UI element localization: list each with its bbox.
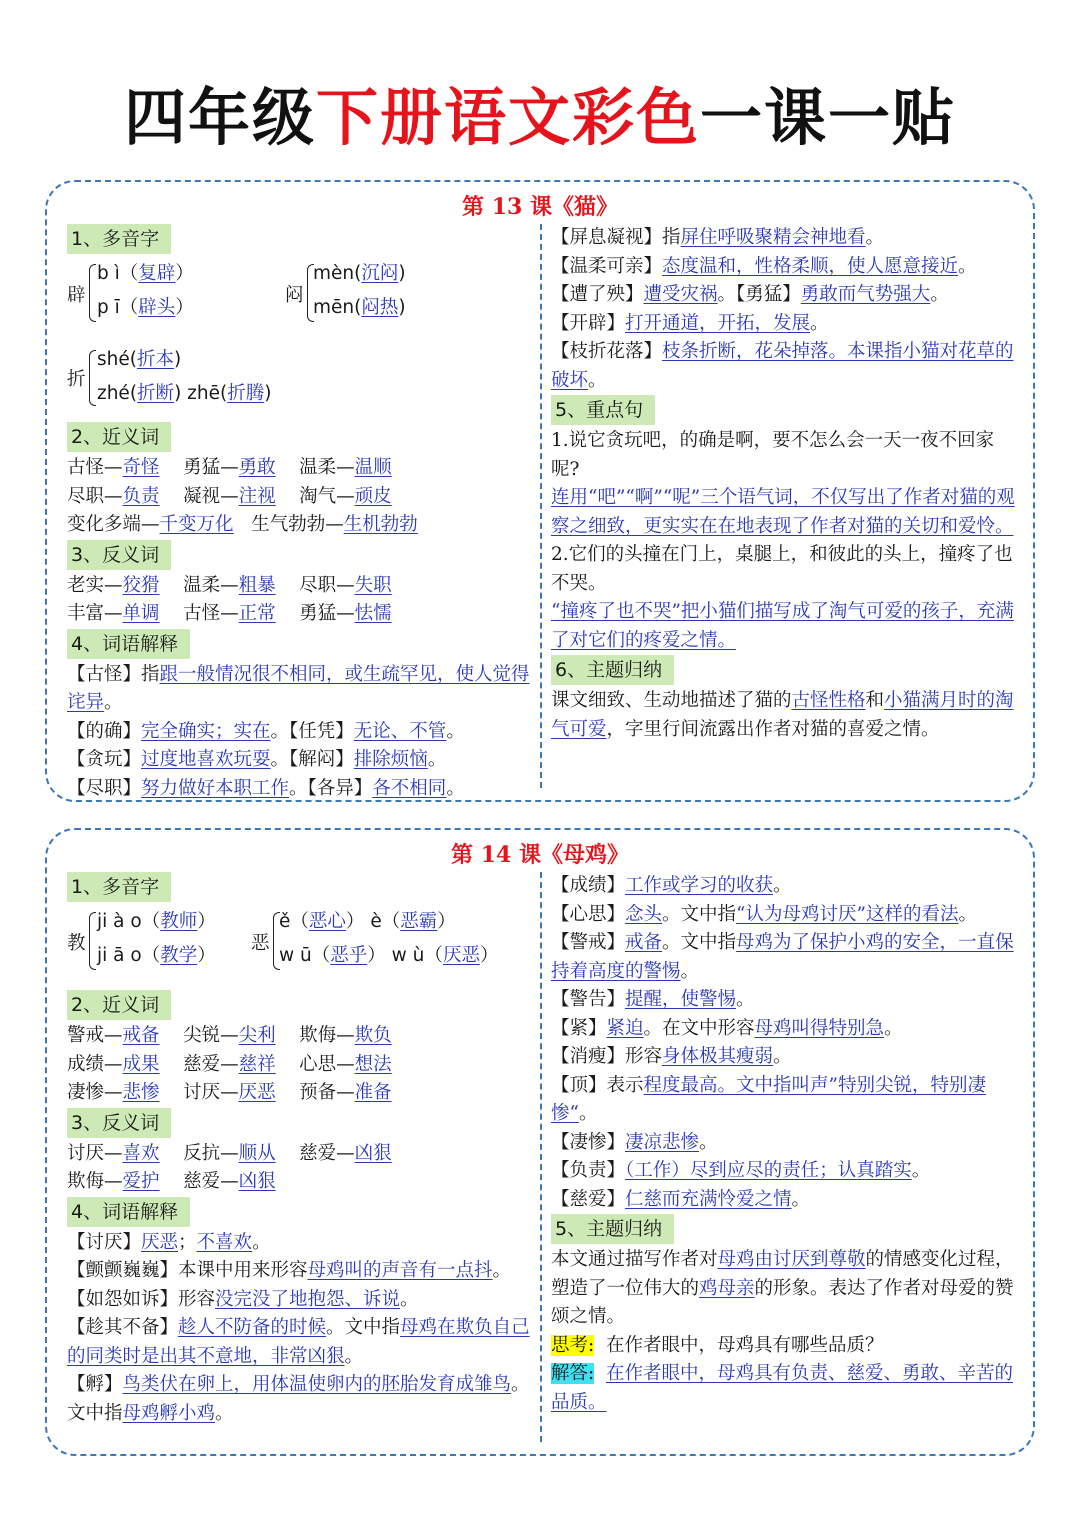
antonym-row: 讨厌—喜欢 反抗—顺从 慈爱—凶狠 (67, 1142, 392, 1164)
polyphone-char-men: 闷 (285, 285, 304, 306)
brace-icon (89, 350, 96, 406)
main-title (0, 78, 1080, 158)
polyphone-char-bi: 辟 (67, 285, 86, 306)
key-sentence-1: 1.说它贪玩吧，的确是啊，要不怎么会一天一夜不回家呢? (551, 430, 995, 480)
synonym-row: 尽职—负责 凝视—注视 淘气—顽皮 (67, 485, 392, 507)
section-theme: 5、主题归纳 (551, 1214, 674, 1244)
section-synonyms: 2、近义词 (67, 422, 171, 452)
explanation-entry: 【如怨如诉】形容没完没了地抱怨、诉说。 (67, 1288, 419, 1310)
explanation-entry: 【讨厌】厌恶；不喜欢。 (67, 1231, 271, 1253)
title-part-subject: 下册语文彩色 (315, 81, 700, 154)
brace-icon (89, 912, 96, 970)
think-label: 思考: (551, 1334, 595, 1356)
example-word: 辟头 (138, 297, 176, 318)
section-theme: 6、主题归纳 (551, 655, 674, 685)
explanation-entry: 【枝折花落】枝条折断，花朵掉落。本课指小猫对花草的破坏。 (551, 341, 1014, 391)
column-divider (540, 872, 542, 1442)
explanation-entry: 【成绩】工作或学习的收获。 (551, 875, 792, 896)
theme-summary: 本文通过描写作者对母鸡由讨厌到尊敬的情感变化过程，塑造了一位伟大的鸡母亲的形象。表达了作者对母爱的赞颂之情。 (551, 1249, 1014, 1327)
section-antonyms: 3、反义词 (67, 1108, 171, 1138)
title-part-style: 一课一贴 (700, 81, 957, 154)
lesson-14-right-column (551, 872, 1017, 1417)
pinyin: zhē (187, 383, 220, 404)
explanation-entry: 【顶】表示程度最高。文中指叫声”特别尖锐，特别凄惨“。 (551, 1074, 986, 1124)
synonym-row: 凄惨—悲惨 讨厌—厌恶 预备—准备 (67, 1082, 392, 1103)
explanation-entry: 【孵】鸟类伏在卵上，用体温使卵内的胚胎发育成雏鸟。文中指母鸡孵小鸡。 (67, 1374, 530, 1424)
pinyin: shé (97, 349, 130, 370)
lesson-13-left-column (67, 224, 533, 803)
explanation-entry: 【尽职】努力做好本职工作。【各异】各不相同。 (67, 777, 465, 799)
explanation-entry: 【警戒】戒备。文中指母鸡为了保护小鸡的安全，一直保持着高度的警惕。 (551, 932, 1014, 982)
section-word-explanations: 4、词语解释 (67, 1197, 190, 1227)
pinyin: zhé (97, 383, 130, 404)
think-question (551, 1332, 1017, 1361)
pinyin: mèn (313, 263, 355, 284)
lesson-14-left-column (67, 872, 533, 1428)
pinyin: ji à o (97, 911, 142, 932)
example-word: 闷热 (361, 297, 399, 318)
section-word-explanations: 4、词语解释 (67, 629, 190, 659)
explanation-entry: 【心思】念头。文中指“认为母鸡讨厌”这样的看法。 (551, 903, 977, 925)
explanation-entry: 【屏息凝视】指屏住呼吸聚精会神地看。 (551, 227, 885, 248)
polyphone-char-zhe: 折 (67, 369, 86, 390)
explanation-entry: 【颤颤巍巍】本课中用来形容母鸡叫的声音有一点抖。 (67, 1260, 512, 1281)
lesson-13-right-column (551, 224, 1017, 744)
pinyin: b ì (97, 263, 120, 284)
section-synonyms: 2、近义词 (67, 990, 171, 1020)
antonym-row: 欺侮—爱护 慈爱—凶狠 (67, 1171, 276, 1192)
synonym-row: 变化多端—千变万化 生气勃勃—生机勃勃 (67, 514, 418, 535)
section-antonyms: 3、反义词 (67, 540, 171, 570)
example-word: 折腾 (227, 383, 265, 404)
antonym-row: 丰富—单调 古怪—正常 勇猛—怯懦 (67, 603, 392, 624)
polyphone-group-1: 辟 b ì（复辟） p ī（辟头） 闷 mèn(沉闷) mēn(闷热) (67, 260, 533, 338)
synonym-row: 古怪—奇怪 勇猛—勇敢 温柔—温顺 (67, 457, 392, 478)
section-polyphone: 1、多音字 (67, 872, 171, 902)
example-word: 沉闷 (361, 263, 399, 284)
pinyin: mēn (313, 297, 355, 318)
polyphone-group: 教 ji à o（教师） ji ā o（教学） 恶 ě（恶心） è（恶霸） w ū（恶乎） w ù（厌恶） (67, 908, 533, 986)
polyphone-char-jiao: 教 (67, 933, 86, 954)
column-divider (540, 224, 542, 788)
title-part-grade: 四年级 (123, 81, 316, 154)
example-word: 折断 (137, 383, 175, 404)
answer-text: 在作者眼中，母鸡具有负责、慈爱、勇敢、辛苦的品质。 (551, 1363, 1014, 1413)
explanation-entry: 【的确】完全确实；实在。【任凭】无论、不管。 (67, 720, 465, 742)
explanation-entry: 【开辟】打开通道，开拓，发展。 (551, 312, 829, 334)
example-word: 教学 (160, 945, 198, 966)
answer-label: 解答: (551, 1363, 595, 1384)
synonym-row: 警戒—戒备 尖锐—尖利 欺侮—欺负 (67, 1025, 392, 1046)
explanation-entry: 【趁其不备】趁人不防备的时候。文中指母鸡在欺负自己的同类时是出其不意地，非常凶狠。 (67, 1317, 530, 1367)
theme-summary: 课文细致、生动地描述了猫的古怪性格和小猫满月时的淘气可爱，字里行间流露出作者对猫的喜爱之情。 (551, 690, 1014, 740)
lesson-13-title: 第 13 课《猫》 (462, 194, 618, 220)
explanation-entry: 【凄惨】凄凉悲惨。 (551, 1131, 718, 1153)
explanation-entry: 【警告】提醒，使警惕。 (551, 989, 755, 1010)
lesson-13-card (45, 180, 1035, 802)
polyphone-group-2: 折 shé(折本) zhé(折断) zhē(折腾) (67, 349, 272, 404)
pinyin: p ī (97, 297, 120, 318)
polyphone-char-e: 恶 (251, 933, 270, 954)
example-word: 复辟 (138, 263, 176, 284)
explanation-entry: 【负责】（工作）尽到应尽的责任；认真踏实。 (551, 1160, 931, 1181)
section-key-sentences: 5、重点句 (551, 395, 655, 425)
explanation-entry: 【贪玩】过度地喜欢玩耍。【解闷】排除烦恼。 (67, 749, 447, 770)
example-word: 折本 (136, 349, 174, 370)
explanation-entry: 【紧】紧迫。在文中形容母鸡叫得特别急。 (551, 1017, 903, 1039)
think-text: 在作者眼中，母鸡具有哪些品质？ (606, 1334, 884, 1356)
explanation-entry: 【遭了殃】遭受灾祸。【勇猛】勇敢而气势强大。 (551, 284, 949, 305)
lesson-14-title: 第 14 课《母鸡》 (451, 842, 629, 868)
example-word: 教师 (160, 911, 198, 932)
explanation-entry: 【温柔可亲】态度温和，性格柔顺，使人愿意接近。 (551, 255, 977, 277)
key-sentence-2: 2.它们的头撞在门上，桌腿上，和彼此的头上，撞疼了也不哭。 (551, 544, 1013, 594)
synonym-row: 成绩—成果 慈爱—慈祥 心思—想法 (67, 1053, 392, 1075)
key-sentence-1-analysis: 连用“吧”“啊”“呢”三个语气词，不仅写出了作者对猫的观察之细致，更实实在在地表现了作者对猫的关切和爱怜。 (551, 487, 1015, 537)
key-sentence-2-analysis: “撞疼了也不哭”把小猫们描写成了淘气可爱的孩子，充满了对它们的疼爱之情。 (551, 601, 1014, 651)
section-polyphone: 1、多音字 (67, 224, 171, 254)
explanation-entry: 【古怪】指跟一般情况很不相同，或生疏罕见，使人觉得诧异。 (67, 663, 530, 713)
answer (551, 1360, 1017, 1417)
pinyin: ji ā o (97, 945, 142, 966)
lesson-14-card (45, 828, 1035, 1456)
brace-icon (89, 264, 96, 322)
explanation-entry: 【慈爱】仁慈而充满怜爱之情。 (551, 1188, 811, 1210)
explanation-entry: 【消瘦】形容身体极其瘦弱。 (551, 1046, 792, 1067)
antonym-row: 老实—狡猾 温柔—粗暴 尽职—失职 (67, 574, 392, 596)
